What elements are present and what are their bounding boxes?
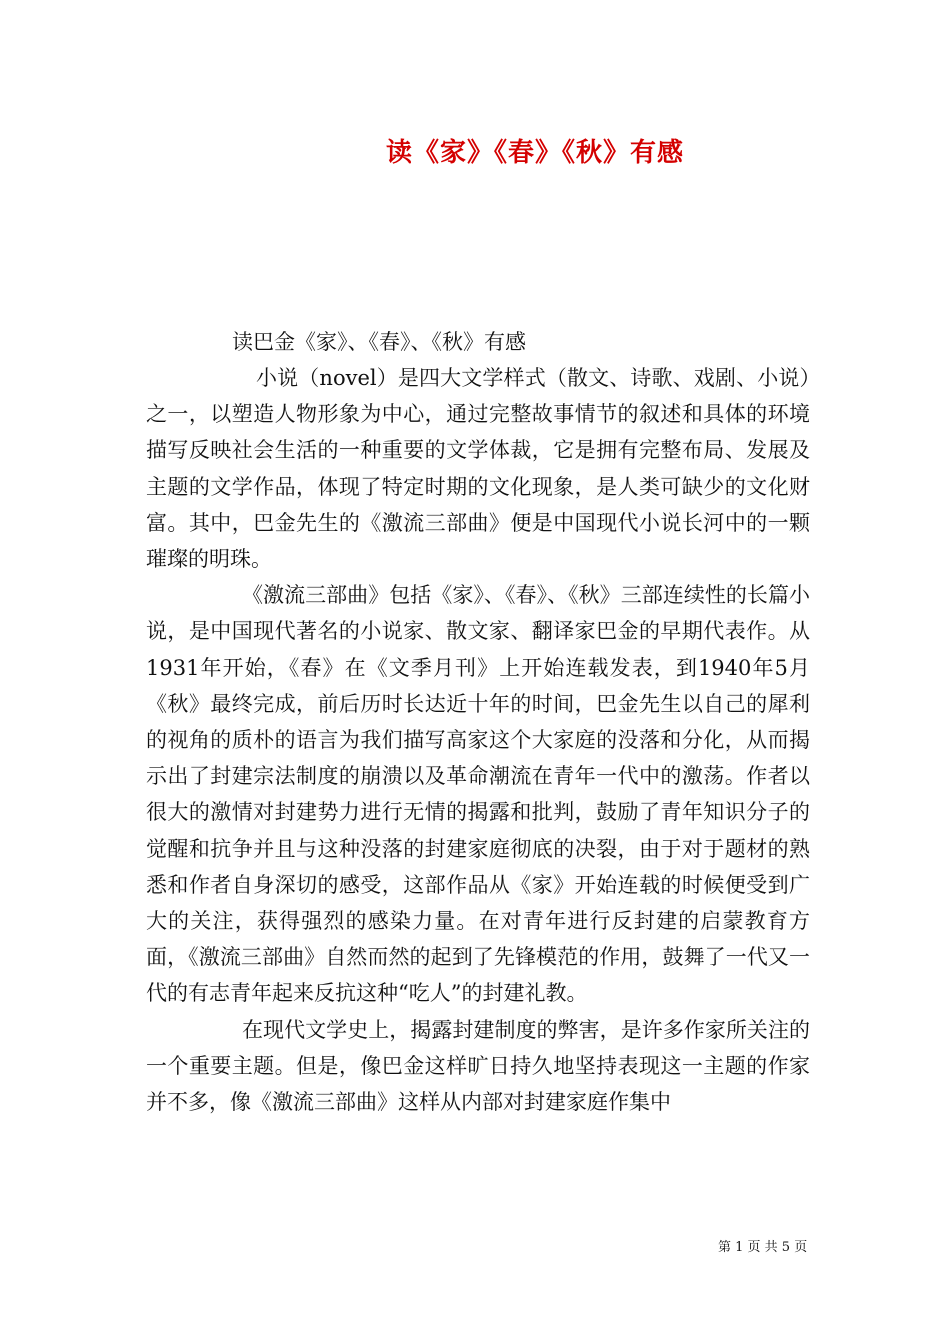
body-paragraph: 小说（novel）是四大文学样式（散文、诗歌、戏剧、小说）之一，以塑造人物形象为中心，通过完整故事情节的叙述和具体的环境描写反映社会生活的一种重要的文学体裁，它是拥有完整布局、发展及主题的文学作品，体现了特定时期的文化现象，是人类可缺少的文化财富。其中，巴金先生的《激流三部曲》便是中国现代小说长河中的一颗璀璨的明珠。: [146, 366, 810, 572]
document-body: [146, 360, 810, 1120]
page-number-footer: 第 1 页 共 5 页: [718, 1240, 808, 1255]
document-title: 读《家》《春》《秋》有感: [385, 138, 684, 168]
body-paragraph: 在现代文学史上，揭露封建制度的弊害，是许多作家所关注的一个重要主题。但是，像巴金这样旷日持久地坚持表现这一主题的作家并不多，像《激流三部曲》这样从内部对封建家庭作集中: [146, 1017, 810, 1115]
body-paragraph: 《激流三部曲》包括《家》、《春》、《秋》三部连续性的长篇小说，是中国现代著名的小说家、散文家、翻译家巴金的早期代表作。从1931年开始，《春》在《文季月刊》上开始连载发表，到1940年5月《秋》最终完成，前后历时长达近十年的时间，巴金先生以自己的犀利的视角的质朴的语言为我们描写高家这个大家庭的没落和分化，从而揭示出了封建宗法制度的崩溃以及革命潮流在青年一代中的激荡。作者以很大的激情对封建势力进行无情的揭露和批判，鼓励了青年知识分子的觉醒和抗争并且与这种没落的封建家庭彻底的决裂，由于对于题材的熟悉和作者自身深切的感受，这部作品从《家》开始连载的时候便受到广大的关注，获得强烈的感染力量。在对青年进行反封建的启蒙教育方面，《激流三部曲》自然而然的起到了先锋模范的作用，鼓舞了一代又一代的有志青年起来反抗这种“吃人”的封建礼教。: [146, 583, 810, 1006]
document-subtitle: 读巴金《家》、《春》、《秋》有感: [232, 330, 526, 354]
